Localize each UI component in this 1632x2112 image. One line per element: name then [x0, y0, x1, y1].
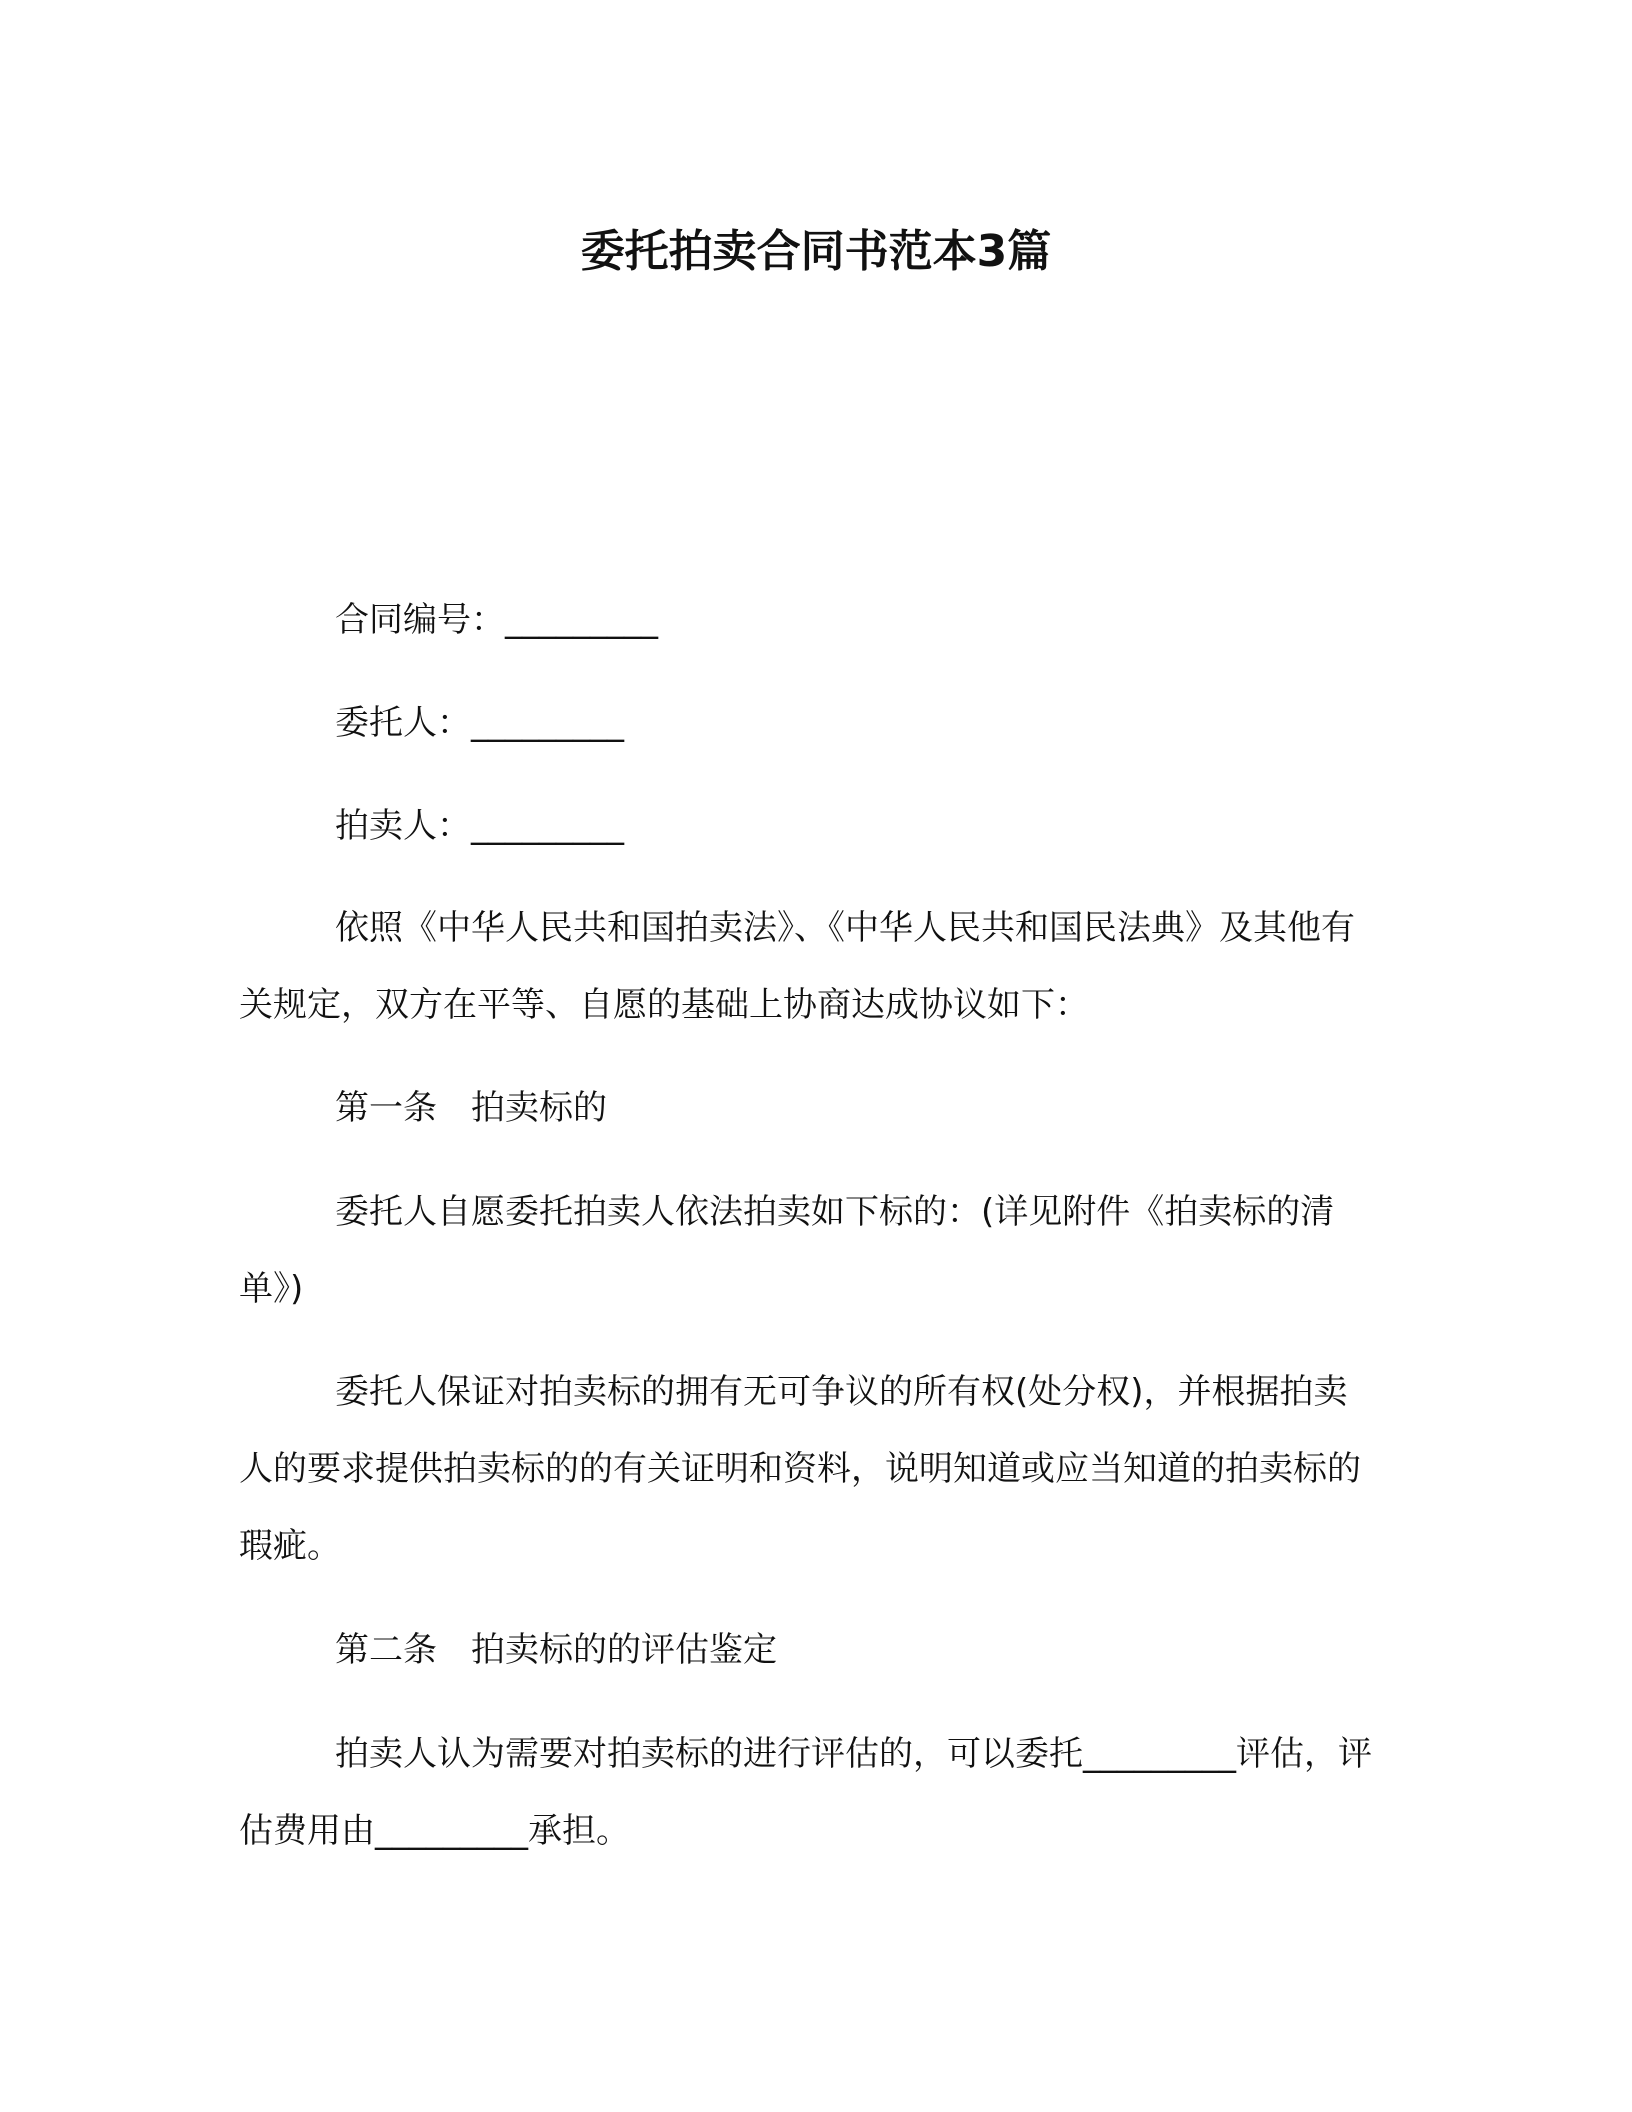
article-1-paragraph-1: 委托人自愿委托拍卖人依法拍卖如下标的：(详见附件《拍卖标的清单》) [239, 1192, 1335, 1309]
intro-paragraph: 依照《中华人民共和国拍卖法》、《中华人民共和国民法典》及其他有关规定，双方在平等、自愿的基础上协商达成协议如下： [239, 908, 1355, 1025]
article-1-heading: 第一条 拍卖标的 [335, 1088, 607, 1128]
consignor-field: 委托人：_________ [335, 703, 624, 743]
auctioneer-field: 拍卖人：_________ [335, 806, 624, 846]
document-title: 委托拍卖合同书范本3篇 [580, 226, 1052, 277]
article-1-paragraph-2: 委托人保证对拍卖标的拥有无可争议的所有权(处分权)，并根据拍卖人的要求提供拍卖标的的有关证明和资料，说明知道或应当知道的拍卖标的瑕疵。 [239, 1372, 1361, 1566]
article-2-paragraph-1: 拍卖人认为需要对拍卖标的进行评估的，可以委托_________评估，评估费用由_________承担。 [239, 1734, 1372, 1851]
article-2-heading: 第二条 拍卖标的的评估鉴定 [335, 1630, 777, 1670]
contract-number-field: 合同编号：_________ [335, 600, 658, 640]
